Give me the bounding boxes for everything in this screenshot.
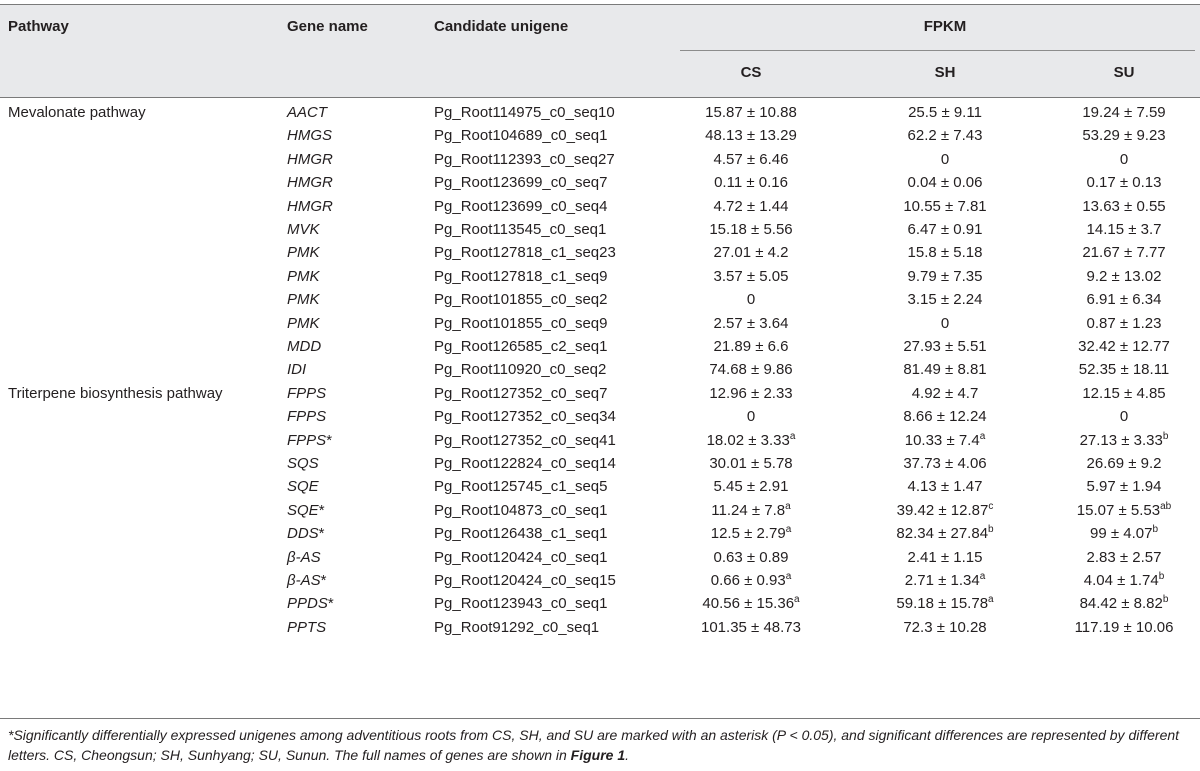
fpkm-su-value: 26.69 ± 9.2 xyxy=(1086,455,1162,472)
fpkm-sh-value: 6.47 ± 0.91 xyxy=(907,221,983,238)
unigene-cell: Pg_Root123943_c0_seq1 xyxy=(434,595,608,613)
fpkm-sh-cell xyxy=(850,619,1040,636)
fpkm-su-cell xyxy=(1029,525,1200,542)
fpkm-su-cell xyxy=(1029,127,1200,144)
fpkm-su-value: 21.67 ± 7.77 xyxy=(1082,244,1166,262)
header-fpkm: FPKM xyxy=(923,18,967,35)
fpkm-cs-cell xyxy=(656,244,846,261)
fpkm-cs-value: 15.87 ± 10.88 xyxy=(705,104,797,121)
fpkm-cs-cell xyxy=(656,338,846,355)
fpkm-cs-cell xyxy=(656,408,846,425)
fpkm-su-cell xyxy=(1029,338,1200,355)
gene-name-cell xyxy=(287,174,333,191)
unigene-cell: Pg_Root122824_c0_seq14 xyxy=(434,455,616,472)
table-row xyxy=(0,241,1200,264)
fpkm-sh-value: 2.41 ± 1.15 xyxy=(907,548,983,566)
fpkm-sh-letter: a xyxy=(988,594,994,606)
fpkm-sh-value: 59.18 ± 15.78 xyxy=(896,595,989,613)
fpkm-sh-cell xyxy=(850,221,1040,238)
fpkm-sh-cell xyxy=(850,385,1040,402)
fpkm-cs-value: 12.96 ± 2.33 xyxy=(709,384,793,402)
fpkm-su-cell xyxy=(1029,268,1200,285)
fpkm-su-cell xyxy=(1029,291,1200,308)
fpkm-su-value: 5.97 ± 1.94 xyxy=(1086,478,1162,496)
fpkm-su-value: 99 ± 4.07 xyxy=(1089,525,1153,543)
fpkm-sh-value: 62.2 ± 7.43 xyxy=(907,127,983,145)
significance-asterisk: * xyxy=(320,572,327,589)
fpkm-sh-value: 0 xyxy=(940,150,950,168)
fpkm-sh-value: 2.71 ± 1.34 xyxy=(904,572,980,589)
fpkm-cs-value: 11.24 ± 7.8 xyxy=(711,501,786,519)
gene-name-cell xyxy=(287,549,321,566)
fpkm-sh-letter: a xyxy=(979,571,986,582)
fpkm-sh-value: 25.5 ± 9.11 xyxy=(908,104,982,121)
fpkm-cs-cell xyxy=(656,502,846,519)
fpkm-su-value: 117.19 ± 10.06 xyxy=(1074,618,1174,636)
gene-name-cell xyxy=(287,361,306,378)
fpkm-sh-cell xyxy=(850,572,1040,589)
fpkm-cs-value: 0.63 ± 0.89 xyxy=(713,548,789,566)
gene-name: PMK xyxy=(287,267,320,285)
fpkm-cs-cell xyxy=(656,455,846,472)
fpkm-cs-cell xyxy=(656,127,846,144)
fpkm-cs-cell xyxy=(656,478,846,495)
fpkm-sh-value: 15.8 ± 5.18 xyxy=(907,244,983,262)
fpkm-cs-cell xyxy=(656,549,846,566)
gene-name-cell xyxy=(287,104,327,121)
fpkm-su-value: 9.2 ± 13.02 xyxy=(1086,267,1162,285)
unigene-cell: Pg_Root127352_c0_seq41 xyxy=(434,431,616,449)
header-cs: CS xyxy=(740,64,762,81)
gene-name: MDD xyxy=(287,338,322,355)
fpkm-sh-value: 39.42 ± 12.87 xyxy=(896,501,989,519)
table-row xyxy=(0,148,1200,171)
table-row xyxy=(0,358,1200,381)
footnote-end: . xyxy=(625,747,630,763)
fpkm-sh-cell xyxy=(850,455,1040,472)
fpkm-su-cell xyxy=(1029,408,1200,425)
fpkm-sh-cell xyxy=(850,502,1040,519)
unigene-cell: Pg_Root126585_c2_seq1 xyxy=(434,338,608,355)
fpkm-cs-value: 21.89 ± 6.6 xyxy=(713,338,789,355)
fpkm-su-value: 12.15 ± 4.85 xyxy=(1082,384,1166,402)
header-sh: SH xyxy=(934,64,956,81)
fpkm-cs-cell xyxy=(656,198,846,215)
gene-name: HMGR xyxy=(287,150,333,168)
gene-name: MVK xyxy=(287,221,320,238)
gene-name-cell xyxy=(287,525,325,542)
fpkm-su-letter: b xyxy=(1152,524,1158,536)
table-row xyxy=(0,124,1200,147)
fpkm-su-cell xyxy=(1029,174,1200,191)
significance-asterisk: * xyxy=(327,595,334,613)
gene-name-cell xyxy=(287,151,333,168)
fpkm-sh-cell xyxy=(850,338,1040,355)
table-row xyxy=(0,592,1200,615)
gene-name: PMK xyxy=(287,291,320,309)
fpkm-sh-value: 8.66 ± 12.24 xyxy=(903,408,987,426)
fpkm-sh-value: 37.73 ± 4.06 xyxy=(903,455,987,472)
fpkm-cs-cell xyxy=(656,385,846,402)
fpkm-sh-value: 72.3 ± 10.28 xyxy=(903,618,987,636)
fpkm-su-cell xyxy=(1029,619,1200,636)
gene-name-cell xyxy=(287,478,319,495)
fpkm-cs-value: 4.72 ± 1.44 xyxy=(713,197,789,215)
fpkm-su-value: 84.42 ± 8.82 xyxy=(1079,595,1163,613)
fpkm-cs-value: 0 xyxy=(746,408,756,426)
fpkm-cs-letter: a xyxy=(785,524,792,536)
unigene-cell: Pg_Root125745_c1_seq5 xyxy=(434,478,608,496)
fpkm-su-cell xyxy=(1029,151,1200,168)
gene-name: FPPS xyxy=(287,431,327,449)
fpkm-su-value: 0 xyxy=(1119,150,1129,168)
table-row xyxy=(0,522,1200,545)
unigene-cell: Pg_Root113545_c0_seq1 xyxy=(434,221,607,238)
fpkm-sh-cell xyxy=(850,525,1040,542)
fpkm-sh-value: 0.04 ± 0.06 xyxy=(907,174,983,192)
fpkm-cs-value: 12.5 ± 2.79 xyxy=(710,525,786,543)
fpkm-su-value: 27.13 ± 3.33 xyxy=(1079,431,1163,449)
gene-name-cell xyxy=(287,338,321,355)
fpkm-su-letter: b xyxy=(1162,430,1169,442)
gene-name-cell xyxy=(287,385,326,402)
fpkm-cs-cell xyxy=(656,221,846,238)
gene-name-cell xyxy=(287,268,320,285)
fpkm-cs-value: 30.01 ± 5.78 xyxy=(709,455,793,472)
table-row xyxy=(0,312,1200,335)
gene-name-cell xyxy=(287,455,319,472)
fpkm-su-cell xyxy=(1029,385,1200,402)
header-candidate-unigene: Candidate unigene xyxy=(434,18,569,35)
bottom-rule xyxy=(0,718,1200,719)
fpkm-cs-cell xyxy=(656,174,846,191)
unigene-cell: Pg_Root110920_c0_seq2 xyxy=(434,361,607,379)
gene-name: SQE xyxy=(287,501,319,519)
gene-name: PPDS xyxy=(287,595,328,613)
table-row xyxy=(0,475,1200,498)
fpkm-sh-cell xyxy=(850,315,1040,332)
fpkm-su-cell xyxy=(1029,572,1200,589)
unigene-cell: Pg_Root120424_c0_seq1 xyxy=(434,548,608,566)
table-row xyxy=(0,616,1200,639)
unigene-cell: Pg_Root127352_c0_seq7 xyxy=(434,384,608,402)
gene-name-cell xyxy=(287,432,332,449)
fpkm-cs-value: 48.13 ± 13.29 xyxy=(705,127,797,145)
fpkm-su-cell xyxy=(1029,432,1200,449)
gene-name-cell xyxy=(287,408,326,425)
unigene-cell: Pg_Root126438_c1_seq1 xyxy=(434,525,608,543)
fpkm-cs-value: 5.45 ± 2.91 xyxy=(713,478,789,496)
fpkm-sh-cell xyxy=(850,361,1040,378)
fpkm-cs-cell xyxy=(656,151,846,168)
gene-name: HMGS xyxy=(287,127,332,145)
unigene-cell: Pg_Root104689_c0_seq1 xyxy=(434,127,608,145)
fpkm-sh-value: 27.93 ± 5.51 xyxy=(903,338,987,355)
table-row xyxy=(0,452,1200,475)
fpkm-sh-letter: a xyxy=(979,430,986,442)
unigene-cell: Pg_Root101855_c0_seq9 xyxy=(434,314,608,332)
fpkm-su-cell xyxy=(1029,549,1200,566)
fpkm-su-cell xyxy=(1029,315,1200,332)
table-row xyxy=(0,171,1200,194)
table-row xyxy=(0,218,1200,241)
gene-name: IDI xyxy=(287,361,307,379)
fpkm-cs-cell xyxy=(656,525,846,542)
fpkm-cs-cell xyxy=(656,595,846,612)
table-row xyxy=(0,569,1200,592)
gene-name: AACT xyxy=(287,104,328,121)
gene-name: SQS xyxy=(287,455,319,472)
fpkm-su-cell xyxy=(1029,455,1200,472)
gene-name-cell xyxy=(287,572,326,589)
footnote-text: *Significantly differentially expressed unigenes among adventitious roots from CS, SH, and SU are marked with an asterisk (P < 0.05), and significant differences are represented by different letters. CS, Cheongsun; SH, Sunhyang; SU, Sunun. The full names of genes are shown in xyxy=(8,727,1180,763)
unigene-cell: Pg_Root120424_c0_seq15 xyxy=(434,572,616,589)
fpkm-sh-value: 82.34 ± 27.84 xyxy=(896,525,989,543)
fpkm-cs-value: 40.56 ± 15.36 xyxy=(702,595,795,613)
gene-name: PMK xyxy=(287,314,320,332)
fpkm-sh-letter: c xyxy=(988,500,994,512)
fpkm-sh-cell xyxy=(850,244,1040,261)
gene-name-cell xyxy=(287,619,326,636)
fpkm-su-cell xyxy=(1029,104,1200,121)
fpkm-cs-value: 101.35 ± 48.73 xyxy=(701,618,801,636)
fpkm-su-value: 52.35 ± 18.11 xyxy=(1078,361,1170,379)
fpkm-cs-letter: a xyxy=(785,571,792,582)
fpkm-cs-cell xyxy=(656,104,846,121)
fpkm-cs-letter: a xyxy=(789,430,796,442)
unigene-cell: Pg_Root101855_c0_seq2 xyxy=(434,291,608,309)
fpkm-cs-cell xyxy=(656,619,846,636)
fpkm-sh-value: 3.15 ± 2.24 xyxy=(907,291,983,309)
fpkm-su-cell xyxy=(1029,502,1200,519)
fpkm-cs-letter: a xyxy=(785,500,791,512)
table-row xyxy=(0,101,1200,124)
fpkm-sh-cell xyxy=(850,595,1040,612)
header-su: SU xyxy=(1113,64,1135,81)
unigene-cell: Pg_Root114975_c0_seq10 xyxy=(434,104,615,121)
fpkm-cs-value: 74.68 ± 9.86 xyxy=(709,361,793,379)
significance-asterisk: * xyxy=(326,431,333,449)
gene-name: PMK xyxy=(287,244,320,262)
gene-name-cell xyxy=(287,291,320,308)
table-row xyxy=(0,335,1200,358)
fpkm-sh-value: 10.55 ± 7.81 xyxy=(903,197,987,215)
fpkm-cs-cell xyxy=(656,291,846,308)
table-row xyxy=(0,195,1200,218)
fpkm-group-rule xyxy=(680,50,1195,51)
table-row xyxy=(0,382,1200,405)
fpkm-su-value: 0.17 ± 0.13 xyxy=(1086,174,1162,192)
gene-name-cell xyxy=(287,127,332,144)
fpkm-sh-cell xyxy=(850,478,1040,495)
fpkm-cs-letter: a xyxy=(794,594,800,606)
gene-name: HMGR xyxy=(287,174,333,192)
fpkm-su-value: 13.63 ± 0.55 xyxy=(1082,197,1166,215)
fpkm-su-cell xyxy=(1029,478,1200,495)
fpkm-su-cell xyxy=(1029,244,1200,261)
gene-name: FPPS xyxy=(287,384,327,402)
fpkm-cs-cell xyxy=(656,361,846,378)
pathway-cell: Mevalonate pathway xyxy=(8,104,146,121)
fpkm-cs-value: 15.18 ± 5.56 xyxy=(709,221,793,238)
table-row xyxy=(0,499,1200,522)
unigene-cell: Pg_Root127818_c1_seq9 xyxy=(434,267,608,285)
table-row xyxy=(0,546,1200,569)
fpkm-sh-value: 81.49 ± 8.81 xyxy=(903,361,987,379)
fpkm-su-cell xyxy=(1029,361,1200,378)
gene-name-cell xyxy=(287,595,334,612)
header-rule xyxy=(0,97,1200,98)
header-gene-name: Gene name xyxy=(287,18,368,35)
fpkm-cs-value: 0 xyxy=(746,291,756,309)
gene-name-cell xyxy=(287,502,325,519)
gene-name-cell xyxy=(287,315,320,332)
gene-name: β-AS xyxy=(287,572,321,589)
fpkm-cs-value: 3.57 ± 5.05 xyxy=(713,267,789,285)
fpkm-sh-value: 10.33 ± 7.4 xyxy=(904,431,980,449)
fpkm-cs-value: 0.11 ± 0.16 xyxy=(714,174,788,192)
fpkm-su-value: 14.15 ± 3.7 xyxy=(1086,221,1162,238)
fpkm-su-value: 15.07 ± 5.53 xyxy=(1076,501,1161,519)
gene-name-cell xyxy=(287,198,333,215)
unigene-cell: Pg_Root127818_c1_seq23 xyxy=(434,244,616,262)
gene-name-cell xyxy=(287,221,320,238)
table-row xyxy=(0,429,1200,452)
gene-name-cell xyxy=(287,244,320,261)
fpkm-sh-cell xyxy=(850,151,1040,168)
unigene-cell: Pg_Root91292_c0_seq1 xyxy=(434,618,600,636)
fpkm-sh-cell xyxy=(850,291,1040,308)
gene-name: DDS xyxy=(287,525,319,543)
gene-name: HMGR xyxy=(287,197,333,215)
unigene-cell: Pg_Root123699_c0_seq7 xyxy=(434,174,608,192)
fpkm-cs-value: 4.57 ± 6.46 xyxy=(713,150,789,168)
fpkm-su-letter: ab xyxy=(1160,500,1172,512)
fpkm-cs-value: 27.01 ± 4.2 xyxy=(713,244,789,262)
significance-asterisk: * xyxy=(318,525,325,543)
fpkm-sh-value: 9.79 ± 7.35 xyxy=(907,267,983,285)
fpkm-sh-cell xyxy=(850,432,1040,449)
unigene-cell: Pg_Root127352_c0_seq34 xyxy=(434,408,616,426)
fpkm-su-letter: b xyxy=(1162,594,1169,606)
fpkm-su-value: 19.24 ± 7.59 xyxy=(1082,104,1166,121)
fpkm-cs-value: 2.57 ± 3.64 xyxy=(713,314,789,332)
fpkm-cs-cell xyxy=(656,572,846,589)
fpkm-su-value: 0.87 ± 1.23 xyxy=(1086,314,1162,332)
fpkm-su-value: 6.91 ± 6.34 xyxy=(1086,291,1162,309)
gene-name: β-AS xyxy=(287,548,321,566)
table-row xyxy=(0,288,1200,311)
fpkm-sh-value: 4.92 ± 4.7 xyxy=(911,384,979,402)
fpkm-sh-cell xyxy=(850,174,1040,191)
unigene-cell: Pg_Root112393_c0_seq27 xyxy=(434,150,615,168)
fpkm-su-cell xyxy=(1029,595,1200,612)
fpkm-su-value: 2.83 ± 2.57 xyxy=(1086,548,1162,566)
header-pathway: Pathway xyxy=(8,18,69,35)
fpkm-su-value: 53.29 ± 9.23 xyxy=(1082,127,1166,145)
footnote-figure-link[interactable]: Figure 1 xyxy=(570,747,626,763)
fpkm-su-cell xyxy=(1029,198,1200,215)
fpkm-sh-cell xyxy=(850,104,1040,121)
fpkm-sh-value: 4.13 ± 1.47 xyxy=(907,478,983,496)
fpkm-su-value: 0 xyxy=(1119,408,1129,426)
top-rule xyxy=(0,4,1200,5)
unigene-cell: Pg_Root104873_c0_seq1 xyxy=(434,501,608,519)
fpkm-cs-cell xyxy=(656,315,846,332)
fpkm-su-letter: b xyxy=(1158,571,1165,582)
table-row xyxy=(0,405,1200,428)
fpkm-sh-cell xyxy=(850,127,1040,144)
gene-name: FPPS xyxy=(287,408,327,426)
fpkm-sh-cell xyxy=(850,408,1040,425)
table-footnote xyxy=(8,725,1194,765)
fpkm-cs-value: 0.66 ± 0.93 xyxy=(710,572,786,589)
fpkm-sh-cell xyxy=(850,268,1040,285)
fpkm-su-value: 4.04 ± 1.74 xyxy=(1083,572,1159,589)
significance-asterisk: * xyxy=(318,501,325,519)
fpkm-su-cell xyxy=(1029,221,1200,238)
fpkm-sh-letter: b xyxy=(988,524,994,536)
fpkm-sh-cell xyxy=(850,549,1040,566)
pathway-cell: Triterpene biosynthesis pathway xyxy=(8,384,223,402)
fpkm-sh-value: 0 xyxy=(940,314,950,332)
fpkm-sh-cell xyxy=(850,198,1040,215)
gene-name: SQE xyxy=(287,478,319,496)
fpkm-cs-cell xyxy=(656,432,846,449)
unigene-cell: Pg_Root123699_c0_seq4 xyxy=(434,197,608,215)
fpkm-su-value: 32.42 ± 12.77 xyxy=(1078,338,1170,355)
fpkm-cs-cell xyxy=(656,268,846,285)
fpkm-cs-value: 18.02 ± 3.33 xyxy=(706,431,790,449)
table-row xyxy=(0,265,1200,288)
gene-name: PPTS xyxy=(287,618,327,636)
